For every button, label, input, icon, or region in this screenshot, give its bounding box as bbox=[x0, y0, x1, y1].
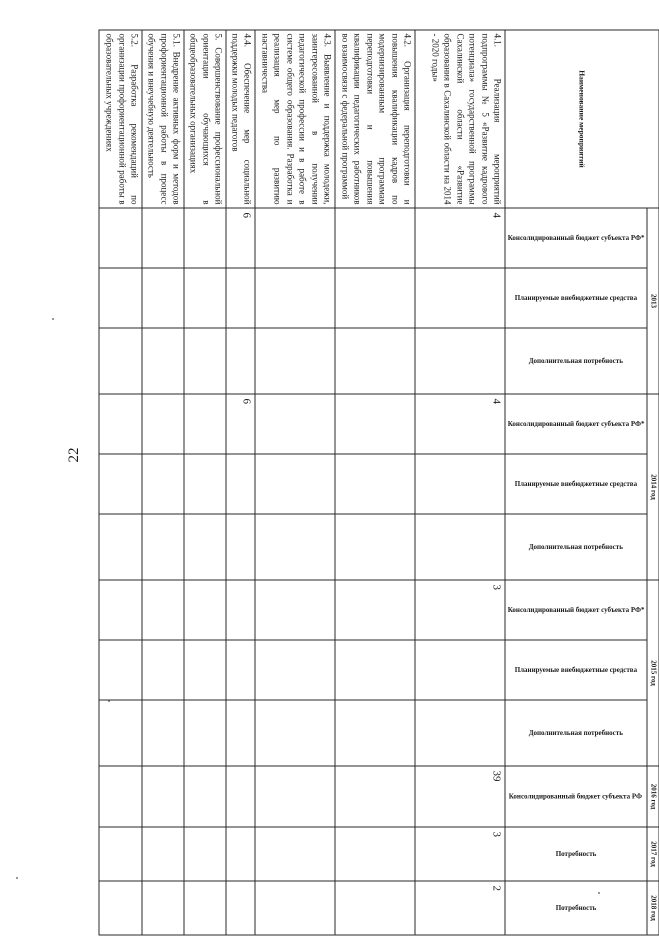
row-name: 4.1. Реализация мероприятий подпрограммы № 5 «Развитие кадрового потенциала» государственной программы Сахалинской области «Развитие образования в Сахалинской области на 2014 - 2020 годы» bbox=[415, 30, 505, 208]
cell-2016-consolidated bbox=[226, 766, 255, 827]
cell-2015-planned bbox=[99, 640, 142, 700]
table-row bbox=[142, 30, 184, 935]
sub-header-need-2017: Потребность bbox=[505, 827, 647, 881]
cell-2013-additional bbox=[184, 328, 226, 394]
year-header-2017: 2017 год bbox=[647, 827, 659, 881]
year-header-2015: 2015 год bbox=[647, 580, 659, 766]
cell-2014-consolidated bbox=[184, 394, 226, 454]
cell-2014-additional bbox=[415, 514, 505, 580]
cell-2013-consolidated bbox=[415, 208, 505, 268]
cell-2015-planned bbox=[335, 640, 415, 700]
header-name-cell: Наименование мероприятий bbox=[505, 30, 659, 208]
cell-2014-consolidated bbox=[226, 394, 255, 454]
cell-2014-planned bbox=[99, 454, 142, 514]
cell-2015-additional bbox=[226, 700, 255, 766]
cell-2017-need bbox=[255, 827, 335, 881]
row-name: 4.2. Организация переподготовки и повышения квалификации кадров по модернизированным программам переподготовки и повышения квалификации педагогических работников во взаимосвязи с федеральной программой bbox=[335, 30, 415, 208]
cell-2015-additional bbox=[99, 700, 142, 766]
cell-2013-consolidated bbox=[99, 208, 142, 268]
cell-2017-need bbox=[335, 827, 415, 881]
row-name: 5.1. Внедрение активных форм и методов профориентационной работы в процесс обучения и внеучебную деятельность bbox=[142, 30, 184, 208]
sub-header-planned-2014: Планируемые внебюджетные средства bbox=[505, 454, 647, 514]
sub-header-additional-2015: Дополнительная потребность bbox=[505, 700, 647, 766]
cell-2014-consolidated bbox=[335, 394, 415, 454]
cell-2014-consolidated bbox=[255, 394, 335, 454]
cell-2016-consolidated bbox=[99, 766, 142, 827]
cell-2014-additional bbox=[255, 514, 335, 580]
cell-2017-need bbox=[184, 827, 226, 881]
cell-2015-planned bbox=[226, 640, 255, 700]
year-header-2014: 2014 год bbox=[647, 394, 659, 580]
cell-2016-consolidated bbox=[142, 766, 184, 827]
cell-2013-planned bbox=[99, 268, 142, 328]
cell-2015-consolidated bbox=[184, 580, 226, 640]
cell-2015-additional bbox=[142, 700, 184, 766]
row-name: 4.4. Обеспечение мер социальной поддержки молодых педагогов bbox=[226, 30, 255, 208]
sub-header-need-2018: Потребность bbox=[505, 881, 647, 935]
year-header-2018: 2018 год bbox=[647, 881, 659, 935]
cell-2013-consolidated bbox=[255, 208, 335, 268]
cell-2013-planned bbox=[226, 268, 255, 328]
scan-speck bbox=[52, 318, 54, 320]
cell-2017-need bbox=[99, 827, 142, 881]
cell-2017-need bbox=[142, 827, 184, 881]
cell-2018-need bbox=[226, 881, 255, 935]
cell-2013-additional bbox=[142, 328, 184, 394]
cell-2016-consolidated bbox=[335, 766, 415, 827]
cell-2018-need bbox=[415, 881, 505, 935]
cell-2015-planned bbox=[142, 640, 184, 700]
cell-2013-additional bbox=[415, 328, 505, 394]
cell-value: 6 bbox=[240, 398, 253, 404]
cell-value: 2 bbox=[490, 885, 503, 892]
cell-value: 3 bbox=[490, 584, 503, 591]
cell-2013-consolidated bbox=[335, 208, 415, 268]
cell-value: 4 bbox=[490, 398, 503, 404]
cell-2014-consolidated bbox=[99, 394, 142, 454]
cell-value: 6 bbox=[240, 212, 253, 218]
cell-2014-consolidated bbox=[142, 394, 184, 454]
sub-header-additional-2013: Дополнительная потребность bbox=[505, 328, 647, 394]
cell-2013-planned bbox=[184, 268, 226, 328]
year-header-2016: 2016 год bbox=[647, 766, 659, 827]
sub-header-planned-2013: Планируемые внебюджетные средства bbox=[505, 268, 647, 328]
sub-header-planned-2015: Планируемые внебюджетные средства bbox=[505, 640, 647, 700]
cell-2016-consolidated bbox=[184, 766, 226, 827]
table-row bbox=[226, 30, 255, 935]
cell-value: 39 bbox=[490, 770, 503, 782]
cell-2013-consolidated bbox=[226, 208, 255, 268]
cell-2013-planned bbox=[142, 268, 184, 328]
cell-2013-consolidated bbox=[142, 208, 184, 268]
table-row bbox=[255, 30, 335, 935]
table-row bbox=[99, 30, 142, 935]
header-row-years bbox=[647, 30, 659, 935]
cell-value: 4 bbox=[490, 212, 503, 218]
cell-2015-additional bbox=[335, 700, 415, 766]
cell-2014-additional bbox=[142, 514, 184, 580]
cell-2014-additional bbox=[226, 514, 255, 580]
table-row bbox=[335, 30, 415, 935]
table-row bbox=[184, 30, 226, 935]
sub-header-additional-2014: Дополнительная потребность bbox=[505, 514, 647, 580]
sub-header-consolidated-2014: Консолидированный бюджет субъекта РФ* bbox=[505, 394, 647, 454]
cell-2014-planned bbox=[335, 454, 415, 514]
cell-2015-additional bbox=[415, 700, 505, 766]
cell-2018-need bbox=[335, 881, 415, 935]
rotated-table-sheet bbox=[104, 30, 659, 921]
scan-speck bbox=[16, 877, 18, 879]
cell-2014-planned bbox=[255, 454, 335, 514]
cell-2015-consolidated bbox=[255, 580, 335, 640]
sub-header-consolidated-2016: Консолидированный бюджет субъекта РФ bbox=[505, 766, 647, 827]
cell-2015-consolidated bbox=[142, 580, 184, 640]
cell-2015-additional bbox=[184, 700, 226, 766]
cell-2013-planned bbox=[335, 268, 415, 328]
row-name: 5.2. Разработка рекомендаций по организации профориентационной работы в образовательных учреждениях bbox=[99, 30, 142, 208]
cell-2013-consolidated bbox=[184, 208, 226, 268]
cell-2014-planned bbox=[415, 454, 505, 514]
cell-2018-need bbox=[142, 881, 184, 935]
cell-2015-consolidated bbox=[99, 580, 142, 640]
cell-2015-consolidated bbox=[415, 580, 505, 640]
cell-2015-planned bbox=[184, 640, 226, 700]
cell-2013-additional bbox=[335, 328, 415, 394]
cell-2018-need bbox=[255, 881, 335, 935]
year-header-2013: 2013 bbox=[647, 208, 659, 394]
cell-2015-consolidated bbox=[226, 580, 255, 640]
cell-2014-planned bbox=[142, 454, 184, 514]
cell-2018-need bbox=[184, 881, 226, 935]
sub-header-consolidated-2013: Консолидированный бюджет субъекта РФ* bbox=[505, 208, 647, 268]
cell-value: 3 bbox=[490, 831, 503, 838]
cell-2017-need bbox=[415, 827, 505, 881]
cell-2018-need bbox=[99, 881, 142, 935]
cell-2013-planned bbox=[255, 268, 335, 328]
cell-2013-additional bbox=[255, 328, 335, 394]
cell-2015-planned bbox=[415, 640, 505, 700]
cell-2014-consolidated bbox=[415, 394, 505, 454]
cell-2015-planned bbox=[255, 640, 335, 700]
page-number: 22 bbox=[66, 447, 82, 463]
cell-2016-consolidated bbox=[415, 766, 505, 827]
cell-2015-additional bbox=[255, 700, 335, 766]
table-row bbox=[415, 30, 505, 935]
cell-2017-need bbox=[226, 827, 255, 881]
cell-2014-additional bbox=[99, 514, 142, 580]
cell-2015-consolidated bbox=[335, 580, 415, 640]
cell-2014-planned bbox=[226, 454, 255, 514]
sub-header-consolidated-2015: Консолидированный бюджет субъекта РФ* bbox=[505, 580, 647, 640]
cell-2016-consolidated bbox=[255, 766, 335, 827]
row-name: 5. Совершенствование профессиональной ориентации обучающихся в общеобразовательных организациях bbox=[184, 30, 226, 208]
row-name: 4.3. Выявление и поддержка молодежи, заинтересованной в получении педагогической профессии и в работе в системе общего образования. Разработка и реализация мер по развитию наставничества bbox=[255, 30, 335, 208]
cell-2014-planned bbox=[184, 454, 226, 514]
cell-2013-additional bbox=[99, 328, 142, 394]
measures-table bbox=[98, 30, 659, 936]
cell-2013-additional bbox=[226, 328, 255, 394]
cell-2013-planned bbox=[415, 268, 505, 328]
cell-2014-additional bbox=[335, 514, 415, 580]
cell-2014-additional bbox=[184, 514, 226, 580]
